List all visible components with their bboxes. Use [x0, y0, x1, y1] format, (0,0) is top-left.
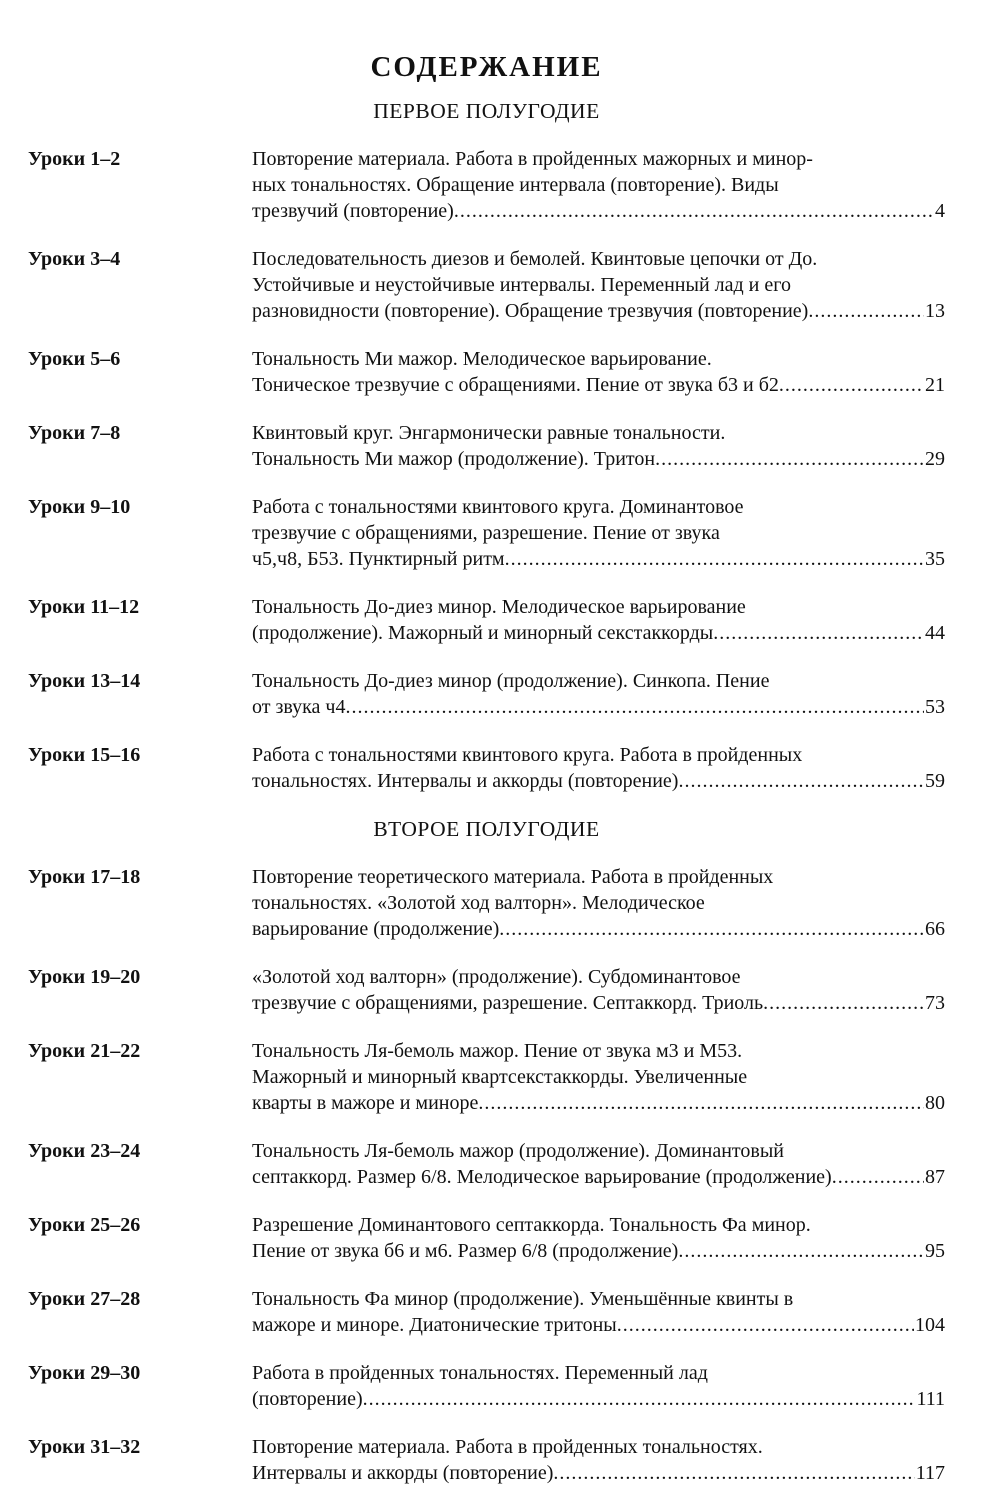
toc-entry	[28, 494, 945, 572]
dot-leader	[779, 372, 924, 398]
entry-text-line: Тональность Фа минор (продолжение). Уменьшённые квинты в	[252, 1288, 794, 1310]
entry-text: (повторение)	[252, 1388, 363, 1410]
entry-description	[252, 668, 945, 720]
entry-text-line: Работа с тональностями квинтового круга. Работа в пройденных	[252, 744, 803, 766]
entry-text: мажоре и миноре. Диатонические тритоны	[252, 1314, 617, 1336]
dot-leader	[655, 446, 924, 472]
entry-text: септаккорд. Размер 6/8. Мелодическое варьирование (продолжение)	[252, 1166, 832, 1188]
entry-text: Интервалы и аккорды (повторение)	[252, 1462, 554, 1484]
toc-entry	[28, 146, 945, 224]
dot-leader	[678, 1238, 924, 1264]
toc-entry	[28, 1434, 945, 1486]
entry-lessons-label: Уроки 21–22	[28, 1040, 141, 1062]
page-number: 35	[925, 548, 945, 570]
entry-last-line	[252, 298, 945, 324]
dot-leader	[505, 546, 924, 572]
toc-entry	[28, 346, 945, 398]
entry-lessons-label: Уроки 29–30	[28, 1362, 141, 1384]
page-number: 59	[925, 770, 945, 792]
entry-last-line	[252, 546, 945, 572]
toc-entry	[28, 246, 945, 324]
toc-entry	[28, 1212, 945, 1264]
entry-last-line	[252, 1460, 945, 1486]
entry-lessons-label: Уроки 27–28	[28, 1288, 141, 1310]
entry-text: (продолжение). Мажорный и минорный секстаккорды	[252, 622, 714, 644]
entry-text-line: Разрешение Доминантового септаккорда. Тональность Фа минор.	[252, 1214, 811, 1236]
page-number: 66	[925, 918, 945, 940]
entry-last-line	[252, 1090, 945, 1116]
entry-lessons-label: Уроки 19–20	[28, 966, 141, 988]
entry-description	[252, 1360, 945, 1412]
page-number: 104	[915, 1314, 945, 1336]
page-number: 13	[925, 300, 945, 322]
entry-lessons-label: Уроки 17–18	[28, 866, 141, 888]
toc-entry	[28, 864, 945, 942]
entry-text: Пение от звука б6 и м6. Размер 6/8 (продолжение)	[252, 1240, 679, 1262]
entry-last-line	[252, 198, 945, 224]
entry-description	[252, 864, 945, 942]
entry-lessons-label: Уроки 15–16	[28, 744, 141, 766]
dot-leader	[553, 1460, 914, 1486]
entry-text-line: трезвучие с обращениями, разрешение. Пение от звука	[252, 522, 720, 544]
entry-lessons-label: Уроки 11–12	[28, 596, 140, 618]
entry-text: разновидности (повторение). Обращение трезвучия (повторение)	[252, 300, 809, 322]
entry-text: Тональность Ми мажор (продолжение). Тритон	[252, 448, 656, 470]
entry-last-line	[252, 1238, 945, 1264]
entry-description	[252, 146, 945, 224]
dot-leader	[617, 1312, 914, 1338]
entry-description	[252, 964, 945, 1016]
page-title: СОДЕРЖАНИЕ	[370, 51, 603, 83]
entry-text-line: Работа в пройденных тональностях. Переменный лад	[252, 1362, 708, 1384]
entry-text: от звука ч4	[252, 696, 346, 718]
page-number: 87	[925, 1166, 945, 1188]
entry-text: кварты в мажоре и миноре	[252, 1092, 479, 1114]
entry-last-line	[252, 1164, 945, 1190]
entry-text: трезвучий (повторение)	[252, 200, 454, 222]
dot-leader	[346, 694, 925, 720]
page-number: 4	[935, 200, 945, 222]
toc-entry	[28, 1038, 945, 1116]
entry-description	[252, 1138, 945, 1190]
entry-last-line	[252, 446, 945, 472]
dot-leader	[713, 620, 924, 646]
entry-text-line: «Золотой ход валторн» (продолжение). Субдоминантовое	[252, 966, 741, 988]
toc-entry	[28, 420, 945, 472]
entry-description	[252, 420, 945, 472]
entry-text-line: Тональность До-диез минор. Мелодическое варьирование	[252, 596, 746, 618]
entry-text: ч5,ч8, Б53. Пунктирный ритм	[252, 548, 505, 570]
dot-leader	[478, 1090, 924, 1116]
entry-last-line	[252, 916, 945, 942]
entry-description	[252, 494, 945, 572]
dot-leader	[363, 1386, 916, 1412]
entry-description	[252, 1212, 945, 1264]
toc-entry	[28, 1286, 945, 1338]
entry-text-line: Работа с тональностями квинтового круга. Доминантовое	[252, 496, 744, 518]
toc-entry	[28, 668, 945, 720]
entry-last-line	[252, 1386, 945, 1412]
page-number: 117	[915, 1462, 945, 1484]
entry-last-line	[252, 768, 945, 794]
entry-description	[252, 742, 945, 794]
entry-description	[252, 1286, 945, 1338]
entry-text-line: Повторение материала. Работа в пройденных мажорных и минор-	[252, 148, 813, 170]
entry-lessons-label: Уроки 23–24	[28, 1140, 141, 1162]
entry-lessons-label: Уроки 9–10	[28, 496, 131, 518]
entry-description	[252, 246, 945, 324]
entry-text-line: тональностях. «Золотой ход валторн». Мелодическое	[252, 892, 705, 914]
toc-entry	[28, 742, 945, 794]
entry-lessons-label: Уроки 1–2	[28, 148, 121, 170]
section-heading: ПЕРВОЕ ПОЛУГОДИЕ	[373, 99, 600, 123]
entry-last-line	[252, 372, 945, 398]
entry-lessons-label: Уроки 25–26	[28, 1214, 141, 1236]
entry-last-line	[252, 990, 945, 1016]
page-number: 73	[925, 992, 945, 1014]
entry-text-line: Мажорный и минорный квартсекстаккорды. Увеличенные	[252, 1066, 748, 1088]
entry-text-line: Тональность Ля-бемоль мажор (продолжение). Доминантовый	[252, 1140, 784, 1162]
page-number: 95	[925, 1240, 945, 1262]
entry-text-line: Квинтовый круг. Энгармонически равные тональности.	[252, 422, 726, 444]
dot-leader	[454, 198, 934, 224]
entry-text-line: Тональность Ми мажор. Мелодическое варьирование.	[252, 348, 712, 370]
entry-lessons-label: Уроки 3–4	[28, 248, 121, 270]
page-number: 29	[925, 448, 945, 470]
page-number: 111	[916, 1388, 945, 1410]
entry-last-line	[252, 620, 945, 646]
page-number: 53	[925, 696, 945, 718]
toc-entry	[28, 594, 945, 646]
entry-text: варьирование (продолжение)	[252, 918, 500, 940]
entry-text: тональностях. Интервалы и аккорды (повторение)	[252, 770, 679, 792]
dot-leader	[808, 298, 924, 324]
page-number: 80	[925, 1092, 945, 1114]
entry-last-line	[252, 1312, 945, 1338]
entry-last-line	[252, 694, 945, 720]
dot-leader	[832, 1164, 924, 1190]
entry-text-line: Повторение материала. Работа в пройденных тональностях.	[252, 1436, 763, 1458]
entry-lessons-label: Уроки 5–6	[28, 348, 121, 370]
entry-text-line: Тональность Ля-бемоль мажор. Пение от звука м3 и М53.	[252, 1040, 743, 1062]
entry-lessons-label: Уроки 31–32	[28, 1436, 141, 1458]
entry-text-line: Устойчивые и неустойчивые интервалы. Переменный лад и его	[252, 274, 791, 296]
entry-lessons-label: Уроки 7–8	[28, 422, 121, 444]
toc-entry	[28, 964, 945, 1016]
toc-sections	[28, 98, 945, 1486]
section-heading: ВТОРОЕ ПОЛУГОДИЕ	[373, 817, 600, 841]
entry-description	[252, 1038, 945, 1116]
entry-description	[252, 594, 945, 646]
dot-leader	[678, 768, 924, 794]
dot-leader	[763, 990, 924, 1016]
page-number: 21	[925, 374, 945, 396]
entry-lessons-label: Уроки 13–14	[28, 670, 141, 692]
entry-description	[252, 1434, 945, 1486]
toc-entry	[28, 1138, 945, 1190]
entry-text-line: Повторение теоретического материала. Работа в пройденных	[252, 866, 774, 888]
entry-description	[252, 346, 945, 398]
dot-leader	[499, 916, 924, 942]
entry-text-line: Тональность До-диез минор (продолжение). Синкопа. Пение	[252, 670, 770, 692]
entry-text-line: Последовательность диезов и бемолей. Квинтовые цепочки от До.	[252, 248, 818, 270]
entry-text: трезвучие с обращениями, разрешение. Септаккорд. Триоль	[252, 992, 764, 1014]
page-number: 44	[925, 622, 945, 644]
entry-text-line: ных тональностях. Обращение интервала (повторение). Виды	[252, 174, 779, 196]
toc-entry	[28, 1360, 945, 1412]
entry-text: Тоническое трезвучие с обращениями. Пение от звука б3 и б2	[252, 374, 779, 396]
